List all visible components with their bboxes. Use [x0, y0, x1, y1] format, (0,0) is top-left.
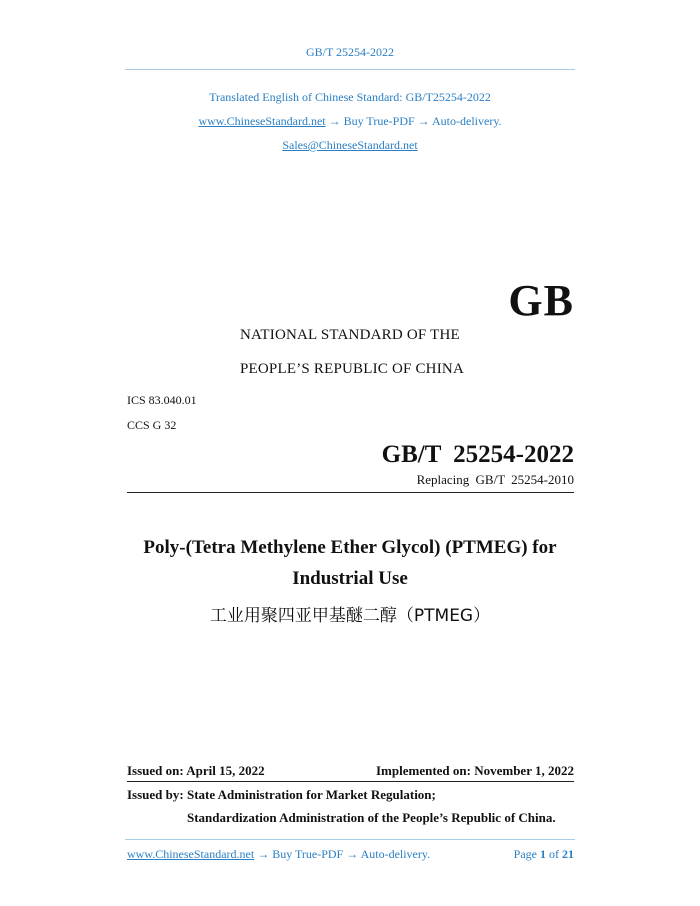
- implemented-on: Implemented on: November 1, 2022: [376, 763, 574, 778]
- national-standard-line1: NATIONAL STANDARD OF THE: [240, 327, 460, 343]
- issue-divider: [127, 781, 574, 782]
- translation-notice: Translated English of Chinese Standard: GB/T25254-2022: [209, 90, 491, 104]
- header-divider: [125, 69, 575, 70]
- page-number: 1: [540, 847, 546, 861]
- page-header-code: GB/T 25254-2022: [305, 45, 395, 59]
- footer-purchase-line: [127, 847, 430, 862]
- ccs-code: CCS G 32: [127, 418, 177, 432]
- email-line: [0, 138, 700, 153]
- standard-code: GB/T 25254-2022: [381, 441, 574, 468]
- footer-divider: [125, 839, 575, 840]
- issued-by-line2: Standardization Administration of the People’s Republic of China.: [187, 810, 556, 825]
- chinese-standard-link[interactable]: www.ChineseStandard.net: [198, 114, 326, 128]
- sales-email-link[interactable]: Sales@ChineseStandard.net: [282, 138, 418, 152]
- document-title-line1: Poly-(Tetra Methylene Ether Glycol) (PTMEG) for: [143, 537, 557, 558]
- purchase-line-text: → Buy True-PDF → Auto-delivery.: [325, 114, 502, 128]
- issued-by-line1: Issued by: State Administration for Market Regulation;: [127, 787, 436, 802]
- replacing-note: Replacing GB/T 25254-2010: [416, 472, 574, 487]
- page-indicator: [514, 847, 574, 862]
- purchase-line: [0, 114, 700, 129]
- national-standard-line2: PEOPLE’S REPUBLIC OF CHINA: [240, 361, 464, 377]
- issued-on: Issued on: April 15, 2022: [127, 763, 265, 778]
- code-divider: [127, 492, 574, 493]
- footer-purchase-text: → Buy True-PDF → Auto-delivery.: [254, 847, 431, 861]
- of-label: of: [549, 847, 559, 861]
- page-label: Page: [513, 847, 537, 861]
- ics-code: ICS 83.040.01: [127, 393, 197, 407]
- page-total: 21: [562, 847, 574, 861]
- document-title-line2: Industrial Use: [292, 568, 408, 589]
- document-title-chinese: 工业用聚四亚甲基醚二醇（PTMEG）: [209, 606, 491, 626]
- gb-logo: GB: [508, 276, 574, 325]
- footer-site-link[interactable]: www.ChineseStandard.net: [127, 847, 255, 861]
